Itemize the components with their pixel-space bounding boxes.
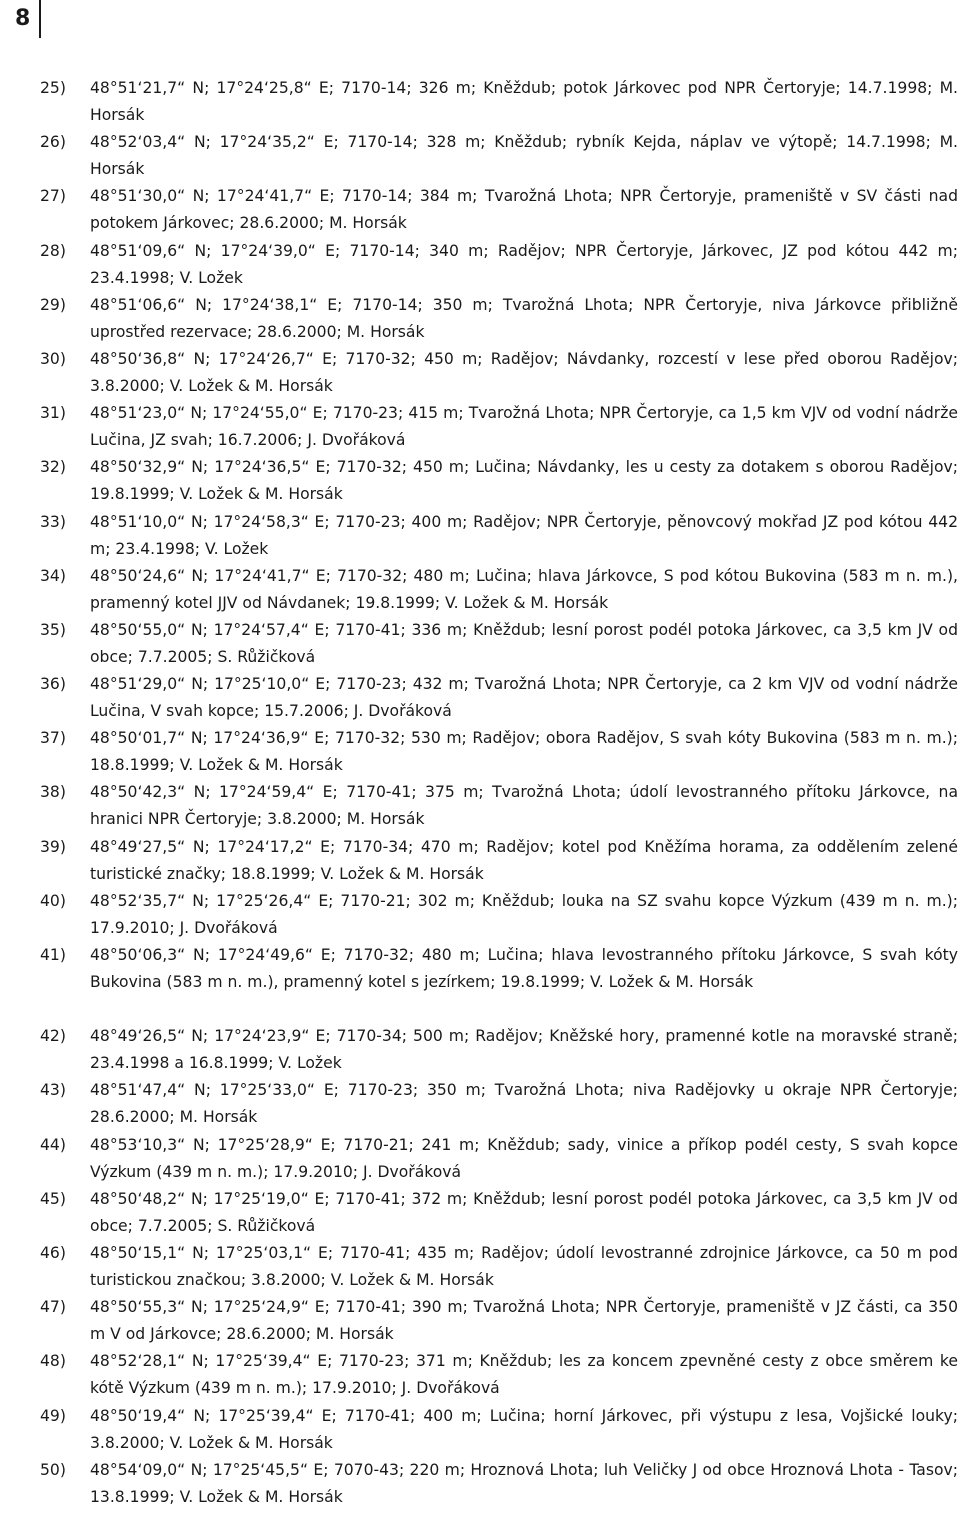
item-text: 48°50‘19,4“ N; 17°25‘39,4“ E; 7170-41; 400 m; Lučina; horní Járkovec, při výstupu z lesa, Vojšické louky; 3.8.2000; V. Ložek & M. Horsák	[90, 1406, 958, 1452]
locality-list	[0, 75, 960, 1511]
list-item	[0, 563, 960, 617]
item-number: 28)	[40, 241, 66, 260]
list-item	[0, 238, 960, 292]
list-item	[0, 1023, 960, 1077]
list-item	[0, 509, 960, 563]
list-item	[0, 75, 960, 129]
item-number: 29)	[40, 295, 66, 314]
item-number: 34)	[40, 566, 66, 585]
item-text: 48°50‘48,2“ N; 17°25‘19,0“ E; 7170-41; 372 m; Kněždub; lesní porost podél potoka Járkovec, ca 3,5 km JV od obce; 7.7.2005; S. Růžičková	[90, 1189, 958, 1235]
item-number: 31)	[40, 404, 66, 423]
item-text: 48°50‘15,1“ N; 17°25‘03,1“ E; 7170-41; 435 m; Radějov; údolí levostranné zdrojnice Járkovce, ca 50 m pod turistickou značkou; 3.8.2000; V. Ložek & M. Horsák	[90, 1244, 958, 1290]
item-text: 48°51‘09,6“ N; 17°24‘39,0“ E; 7170-14; 340 m; Radějov; NPR Čertoryje, Járkovec, JZ pod kótou 442 m; 23.4.1998; V. Ložek	[90, 241, 958, 287]
item-text: 48°51‘23,0“ N; 17°24‘55,0“ E; 7170-23; 415 m; Tvarožná Lhota; NPR Čertoryje, ca 1,5 km VJV od vodní nádrže Lučina, JZ svah; 16.7.2006; J. Dvořáková	[90, 404, 958, 450]
item-number: 47)	[40, 1298, 66, 1317]
list-item	[0, 292, 960, 346]
item-number: 30)	[40, 349, 66, 368]
item-text: 48°50‘32,9“ N; 17°24‘36,5“ E; 7170-32; 450 m; Lučina; Návdanky, les u cesty za dotakem s oborou Radějov; 19.8.1999; V. Ložek & M. Horsák	[90, 458, 958, 504]
list-item	[0, 671, 960, 725]
item-number: 48)	[40, 1352, 66, 1371]
list-item	[0, 1403, 960, 1457]
item-number: 38)	[40, 783, 66, 802]
list-item	[0, 454, 960, 508]
list-item	[0, 834, 960, 888]
item-text: 48°51‘29,0“ N; 17°25‘10,0“ E; 7170-23; 432 m; Tvarožná Lhota; NPR Čertoryje, ca 2 km VJV od vodní nádrže Lučina, V svah kopce; 15.7.2006; J. Dvořáková	[90, 675, 958, 721]
item-number: 45)	[40, 1189, 66, 1208]
item-number: 32)	[40, 458, 66, 477]
item-text: 48°52‘03,4“ N; 17°24‘35,2“ E; 7170-14; 328 m; Kněždub; rybník Kejda, náplav ve výtopě; 14.7.1998; M. Horsák	[90, 133, 958, 179]
item-text: 48°50‘24,6“ N; 17°24‘41,7“ E; 7170-32; 480 m; Lučina; hlava Járkovce, S pod kótou Bukovina (583 m n. m.), pramenný kotel JJV od Návdanek; 19.8.1999; V. Ložek & M. Horsák	[90, 566, 958, 612]
item-text: 48°51‘21,7“ N; 17°24‘25,8“ E; 7170-14; 326 m; Kněždub; potok Járkovec pod NPR Čertoryje; 14.7.1998; M. Horsák	[90, 79, 958, 124]
item-number: 25)	[40, 79, 66, 97]
item-text: 48°51‘06,6“ N; 17°24‘38,1“ E; 7170-14; 350 m; Tvarožná Lhota; NPR Čertoryje, niva Járkovce přibližně uprostřed rezervace; 28.6.2000; M. Horsák	[90, 295, 958, 341]
item-number: 35)	[40, 620, 66, 639]
item-number: 41)	[40, 946, 66, 964]
item-text: 48°52‘28,1“ N; 17°25‘39,4“ E; 7170-23; 371 m; Kněždub; les za koncem zpevněné cesty z obce směrem ke kótě Výzkum (439 m n. m.); 17.9.2010; J. Dvořáková	[90, 1352, 958, 1398]
list-item	[0, 400, 960, 454]
item-text: 48°49‘26,5“ N; 17°24‘23,9“ E; 7170-34; 500 m; Radějov; Kněžské hory, pramenné kotle na moravské straně; 23.4.1998 a 16.8.1999; V. Ložek	[90, 1027, 958, 1073]
item-text: 48°54‘09,0“ N; 17°25‘45,5“ E; 7070-43; 220 m; Hroznová Lhota; luh Veličky J od obce Hroznová Lhota - Tasov; 13.8.1999; V. Ložek & M. Horsák	[90, 1460, 958, 1506]
list-item	[0, 183, 960, 237]
item-number: 33)	[40, 512, 66, 531]
item-text: 48°52‘35,7“ N; 17°25‘26,4“ E; 7170-21; 302 m; Kněždub; louka na SZ svahu kopce Výzkum (439 m n. m.); 17.9.2010; J. Dvořáková	[90, 891, 958, 937]
item-text: 48°51‘10,0“ N; 17°24‘58,3“ E; 7170-23; 400 m; Radějov; NPR Čertoryje, pěnovcový mokřad JZ pod kótou 442 m; 23.4.1998; V. Ložek	[90, 512, 958, 558]
list-item	[0, 1240, 960, 1294]
item-number: 46)	[40, 1244, 66, 1263]
item-number: 27)	[40, 187, 66, 206]
list-item	[0, 888, 960, 942]
item-text: 48°50‘06,3“ N; 17°24‘49,6“ E; 7170-32; 480 m; Lučina; hlava levostranného přítoku Járkovce, S svah kóty Bukovina (583 m n. m.), pramenný kotel s jezírkem; 19.8.1999; V. Ložek & M. Horsák	[90, 946, 958, 991]
item-text: 48°50‘55,0“ N; 17°24‘57,4“ E; 7170-41; 336 m; Kněždub; lesní porost podél potoka Járkovec, ca 3,5 km JV od obce; 7.7.2005; S. Růžičková	[90, 620, 958, 666]
list-item	[0, 779, 960, 833]
item-number: 50)	[40, 1460, 66, 1479]
item-number: 49)	[40, 1406, 66, 1425]
list-item	[0, 1348, 960, 1402]
item-text: 48°51‘30,0“ N; 17°24‘41,7“ E; 7170-14; 384 m; Tvarožná Lhota; NPR Čertoryje, prameniště v SV části nad potokem Járkovec; 28.6.2000; M. Horsák	[90, 187, 958, 233]
item-text: 48°51‘47,4“ N; 17°25‘33,0“ E; 7170-23; 350 m; Tvarožná Lhota; niva Radějovky u okraje NPR Čertoryje; 28.6.2000; M. Horsák	[90, 1081, 958, 1127]
item-text: 48°50‘55,3“ N; 17°25‘24,9“ E; 7170-41; 390 m; Tvarožná Lhota; NPR Čertoryje, prameniště v JZ části, ca 350 m V od Járkovce; 28.6.2000; M. Horsák	[90, 1298, 958, 1344]
item-text: 48°49‘27,5“ N; 17°24‘17,2“ E; 7170-34; 470 m; Radějov; kotel pod Kněžíma horama, za oddělením zelené turistické značky; 18.8.1999; V. Ložek & M. Horsák	[90, 837, 958, 883]
list-item	[0, 129, 960, 183]
item-text: 48°50‘01,7“ N; 17°24‘36,9“ E; 7170-32; 530 m; Radějov; obora Radějov, S svah kóty Bukovina (583 m n. m.); 18.8.1999; V. Ložek & M. Horsák	[90, 729, 958, 775]
list-item	[0, 1077, 960, 1131]
list-item	[0, 1132, 960, 1186]
list-item	[0, 942, 960, 1023]
item-number: 43)	[40, 1081, 66, 1100]
list-item	[0, 1294, 960, 1348]
list-item	[0, 725, 960, 779]
page-number: 8	[15, 6, 31, 31]
item-number: 44)	[40, 1135, 66, 1154]
item-number: 37)	[40, 729, 66, 748]
list-item	[0, 617, 960, 671]
item-text: 48°53‘10,3“ N; 17°25‘28,9“ E; 7170-21; 241 m; Kněždub; sady, vinice a příkop podél cesty, S svah kopce Výzkum (439 m n. m.); 17.9.2010; J. Dvořáková	[90, 1135, 958, 1181]
list-item	[0, 346, 960, 400]
item-text: 48°50‘36,8“ N; 17°24‘26,7“ E; 7170-32; 450 m; Radějov; Návdanky, rozcestí v lese před oborou Radějov; 3.8.2000; V. Ložek & M. Horsák	[90, 349, 958, 395]
item-text: 48°50‘42,3“ N; 17°24‘59,4“ E; 7170-41; 375 m; Tvarožná Lhota; údolí levostranného přítoku Járkovce, na hranici NPR Čertoryje; 3.8.2000; M. Horsák	[90, 783, 958, 829]
item-number: 42)	[40, 1027, 66, 1046]
header-rule	[39, 0, 41, 38]
item-number: 36)	[40, 675, 66, 694]
list-item	[0, 1186, 960, 1240]
list-item	[0, 1457, 960, 1511]
item-number: 40)	[40, 891, 66, 910]
item-number: 26)	[40, 133, 66, 152]
item-number: 39)	[40, 837, 66, 856]
